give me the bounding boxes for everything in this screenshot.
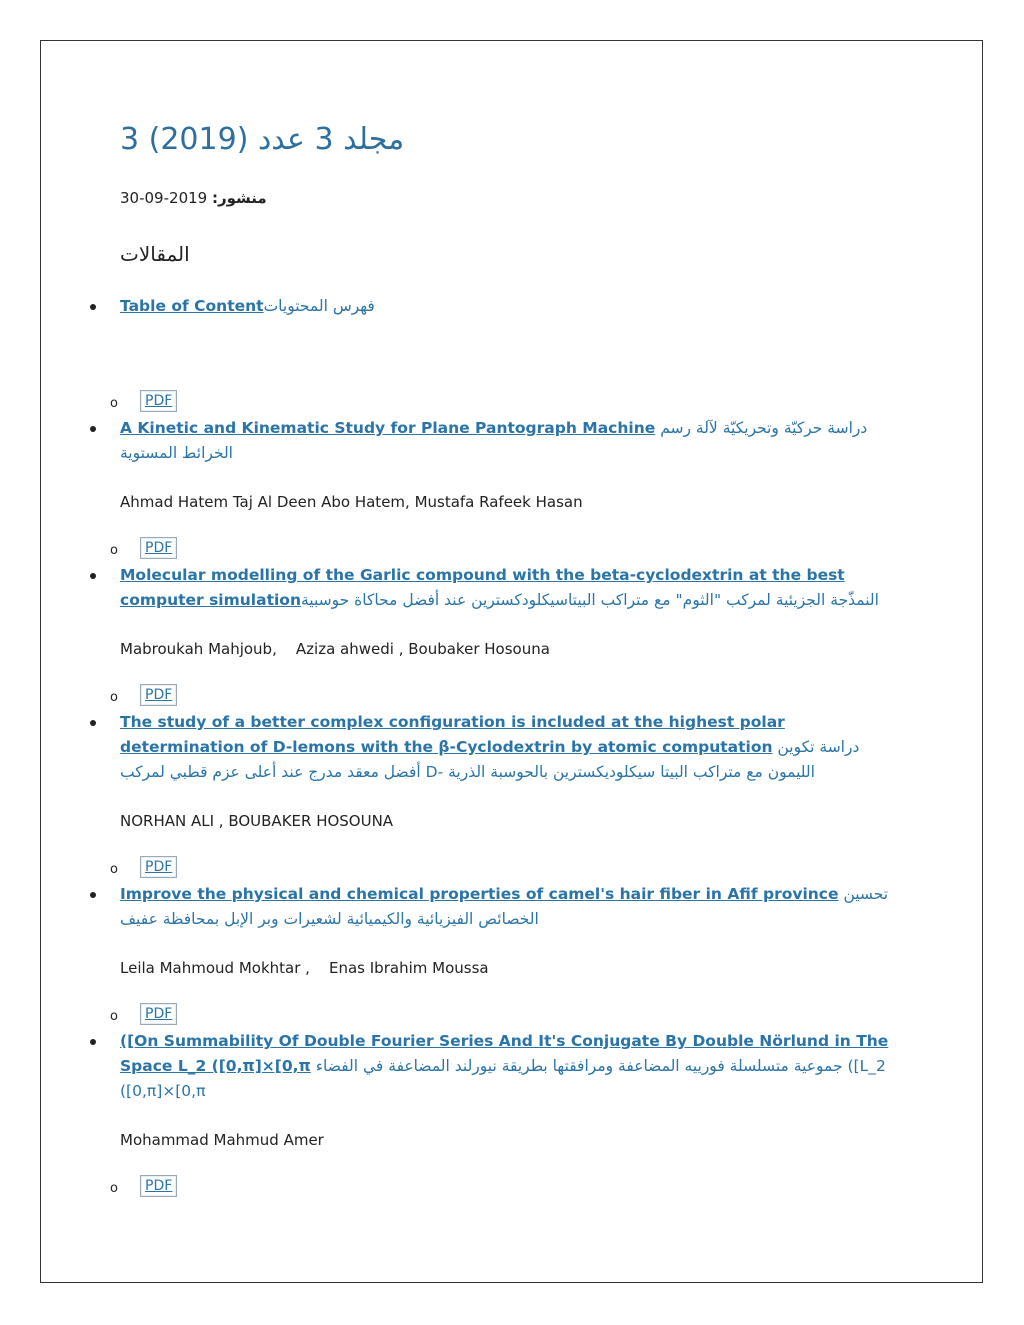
sub-bullet: o [110, 1181, 118, 1196]
sub-bullet: o [110, 543, 118, 558]
article-item-2 [120, 563, 900, 613]
sub-bullet: o [110, 396, 118, 411]
sub-bullet: o [110, 1009, 118, 1024]
list-bullet [88, 1037, 98, 1047]
list-bullet [88, 890, 98, 900]
article-title-ar-4: تحسين الخصائص الفيزيائية والكيميائية لشعيرات وبر الإبل بمحافظة عفيف [120, 885, 889, 928]
article-title-ar-1: دراسة حركيّة وتحريكيّة لآلة رسم الخرائط المستوية [120, 419, 868, 462]
article-title-ar-5: جموعية متسلسلة فورييه المضاعفة ومرافقتها بطريقة نيورلند المضاعفة في الفضاء ([L_2 ([0,π]×[0,π [120, 1057, 886, 1100]
article-authors-5: Mohammad Mahmud Amer [120, 1131, 324, 1149]
section-heading-articles: المقالات [120, 242, 190, 266]
toc-title [120, 294, 900, 319]
issue-title: 3 مجلد 3 عدد (2019) [120, 122, 405, 157]
article-item-5 [120, 1029, 900, 1104]
published-date [120, 189, 267, 207]
list-bullet [88, 718, 98, 728]
article-title-ar-3: دراسة تكوين أفضل معقد مدرج عند أعلى عزم قطبي لمركب D- الليمون مع متراكب البيتا سيكلوديكسترين بالحوسبة الذرية [120, 738, 860, 781]
article-link-3[interactable]: The study of a better complex configuration is included at the highest polar determination of D-lemons with the β-Cyclodextrin by atomic computation [120, 713, 785, 756]
published-value: 2019-09-30 [120, 189, 208, 207]
article-link-5[interactable]: ([On Summability Of Double Fourier Series And It's Conjugate By Double Nörlund in The Space L_2 ([0,π]×[0,π [120, 1032, 889, 1075]
list-bullet [88, 424, 98, 434]
article-item-3 [120, 710, 900, 785]
article-authors-3: NORHAN ALI , BOUBAKER HOSOUNA [120, 812, 394, 830]
list-bullet [88, 302, 98, 312]
pdf-link-3[interactable]: PDF [140, 856, 177, 878]
article-title-ar-2: النمذّجة الجزيئية لمركب "الثوم" مع متراكب البيتاسيكلودكسترين عند أفضل محاكاة حوسبية [300, 591, 879, 609]
published-label: منشور: [212, 189, 267, 207]
pdf-link-1[interactable]: PDF [140, 537, 177, 559]
toc-link[interactable]: Table of Content [120, 297, 264, 315]
pdf-link-2[interactable]: PDF [140, 684, 177, 706]
pdf-link-toc[interactable]: PDF [140, 390, 177, 412]
article-authors-2: Mabroukah Mahjoub, Aziza ahwedi , Boubaker Hosouna [120, 640, 550, 658]
pdf-link-5[interactable]: PDF [140, 1175, 177, 1197]
article-link-1[interactable]: A Kinetic and Kinematic Study for Plane Pantograph Machine [120, 419, 656, 437]
pdf-link-4[interactable]: PDF [140, 1003, 177, 1025]
sub-bullet: o [110, 862, 118, 877]
article-authors-4: Leila Mahmoud Mokhtar , Enas Ibrahim Moussa [120, 959, 489, 977]
list-bullet [88, 571, 98, 581]
article-link-2[interactable]: Molecular modelling of the Garlic compound with the beta-cyclodextrin at the best computer simulation [120, 566, 845, 609]
article-item-4 [120, 882, 900, 932]
sub-bullet: o [110, 690, 118, 705]
article-link-4[interactable]: Improve the physical and chemical properties of camel's hair fiber in Afif province [120, 885, 839, 903]
article-authors-1: Ahmad Hatem Taj Al Deen Abo Hatem, Mustafa Rafeek Hasan [120, 493, 583, 511]
article-item-1 [120, 416, 900, 466]
toc-title-ar: فهرس المحتويات [263, 297, 375, 315]
